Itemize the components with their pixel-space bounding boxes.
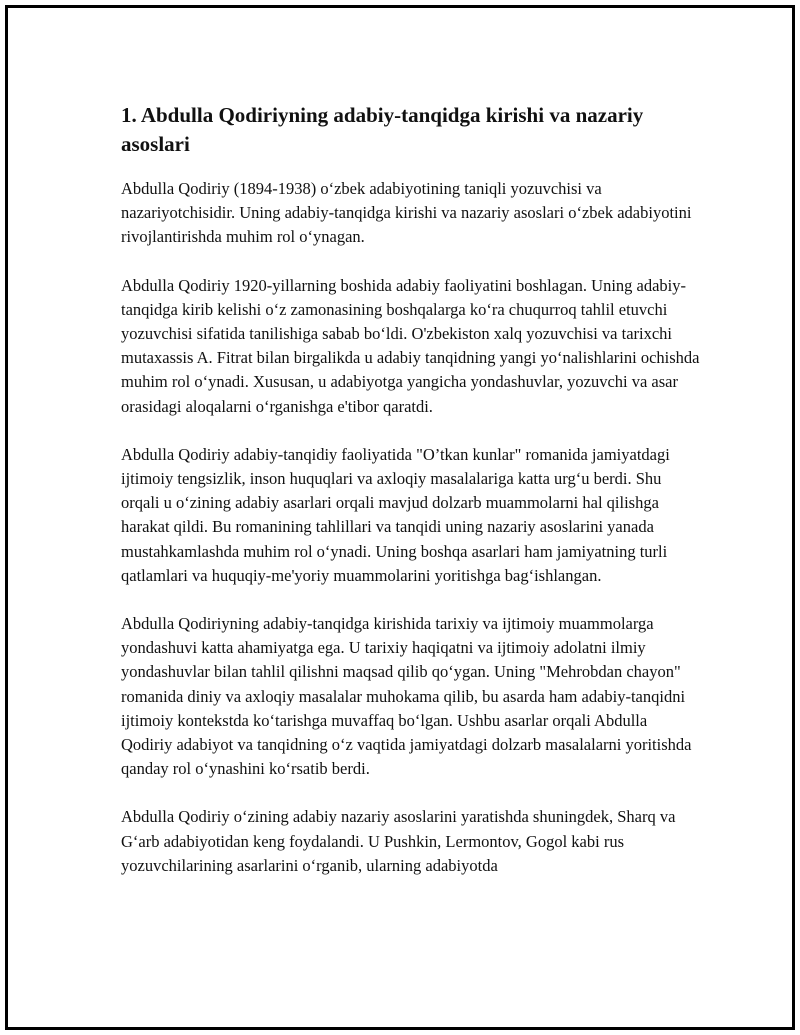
paragraph-otkan-kunlar: Abdulla Qodiriy adabiy-tanqidiy faoliyatida "O’tkan kunlar" romanida jamiyatdagi ijtimoiy tengsizlik, inson huquqlari va axloqiy masalalariga katta urg‘u berdi. Shu orqali u o‘zining adabiy asarlari orqali mavjud dolzarb muammolarni hal qilishga harakat qildi. Bu romanining tahlillari va tanqidi uning nazariy asoslarini yanada mustahkamlashda muhim rol o‘ynadi. Uning boshqa asarlari ham jamiyatning turli qatlamlari va huquqiy-me'yoriy muammolarini yoritishga bag‘ishlangan. <box>121 444 670 585</box>
paragraph-east-west-influences: Abdulla Qodiriy o‘zining adabiy nazariy asoslarini yaratishda shuningdek, Sharq va G‘arb adabiyotidan keng foydalandi. U Pushkin, Lermontov, Gogol kabi rus yozuvchilarining asarlarini o‘rganib, ularning adabiyotda <box>121 807 676 875</box>
document-body <box>121 101 701 902</box>
paragraph-historical-approach: Abdulla Qodiriyning adabiy-tanqidga kirishida tarixiy va ijtimoiy muammolarga yondashuvi katta ahamiyatga ega. U tarixiy haqiqatni va ijtimoiy adolatni ilmiy yondashuvlar bilan tahlil qilishni maqsad qilib qo‘ygan. Uning "Mehrobdan chayon" romanida diniy va axloqiy masalalar muhokama qilib, bu asarda ham adabiy-tanqidni ijtimoiy kontekstda ko‘tarishga muvaffaq bo‘lgan. Ushbu asarlar orqali Abdulla Qodiriy adabiyot va tanqidning o‘z vaqtida jamiyatdagi dolzarb masalalarni yoritishda qanday rol o‘ynashini ko‘rsatib berdi. <box>121 614 692 779</box>
paragraph-intro: Abdulla Qodiriy (1894-1938) o‘zbek adabiyotining taniqli yozuvchisi va nazariyotchisidir. Uning adabiy-tanqidga kirishi va nazariy asoslari o‘zbek adabiyotini rivojlantirishda muhim rol o‘ynagan. <box>121 179 692 247</box>
section-heading: 1. Abdulla Qodiriyning adabiy-tanqidga kirishi va nazariy asoslari <box>121 103 644 156</box>
page-frame <box>5 5 795 1030</box>
paragraph-early-career: Abdulla Qodiriy 1920-yillarning boshida adabiy faoliyatini boshlagan. Uning adabiy-tanqidga kirib kelishi o‘z zamonasining boshqalarga ko‘ra chuqurroq tahlil etuvchi yozuvchisi sifatida tanilishiga sabab bo‘ldi. O'zbekiston xalq yozuvchisi va tarixchi mutaxassis A. Fitrat bilan birgalikda u adabiy tanqidning yangi yo‘nalishlarini ochishda muhim rol o‘ynadi. Xususan, u adabiyotga yangicha yondashuvlar, yozuvchi va asar orasidagi aloqalarni o‘rganishga e'tibor qaratdi. <box>121 275 700 416</box>
